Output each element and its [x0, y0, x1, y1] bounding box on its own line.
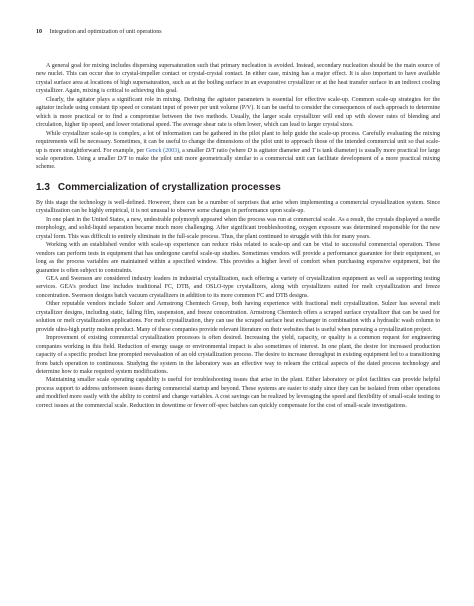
p3-text-a: While crystallizer scale-up is complex, a lot of information can be gathered in the pilot plant to help guide the scale-up process. Carefully evaluating the mixing requirements will be necessary. Sometimes, it can be useful to change the dimensions of the pilot unit to approach those of the intended commercial unit so that scale-up is more straightforward. For example, per: [36, 130, 440, 154]
p3-var-t: T: [311, 147, 316, 154]
paragraph-p6: Working with an established vendor with scale-up experience can reduce risks related to scale-up and can be vital to successful commercial operation. These vendors can perform tests in equipment that has undergone careful scale-up studies. Sometimes vendors will provide a performance guarantee for their equipment, so long as the process variables are maintained within a specified window. This provides a higher level of comfort when purchasing expensive equipment, but the guarantee is often subject to constraints.: [36, 242, 440, 274]
p3-text-c: ratio (where: [215, 147, 248, 154]
running-header: [36, 28, 162, 36]
paragraph-p7: GEA and Swenson are considered industry leaders in industrial crystallization, each offering a variety of crystallization equipment as well as supporting testing services. GEA’s product line includes traditional FC, DTB, and OSLO-type crystallizers, along with crystallizers suited for melt crystallization and freeze concentration. Swenson designs batch vacuum crystallizers in addition to its more common FC and DTB designs.: [36, 275, 440, 299]
p3-ratio-b: D/T: [117, 155, 127, 162]
paragraph-p3: [36, 130, 440, 172]
page-number: 10: [36, 29, 42, 35]
paragraph-p1: A general goal for mixing includes dispersing supersaturation such that primary nucleation is avoided. Instead, secondary nucleation should be the main source of new nuclei. This can occur due to crystal-impeller contact or crystal-crystal contact. In either case, mixing has a major effect. It is also important to have available crystal surface area at locations of high supersaturation, such as at the boiling surface in an evaporative crystallizer or at the heat transfer surface in an indirect cooling crystallizer. Again, mixing is critical to achieving this goal.: [36, 63, 440, 95]
paragraph-p2: Clearly, the agitator plays a significant role in mixing. Defining the agitator parameters is essential for effective scale-up. Common scale-up strategies for the agitator include using constant tip speed or constant input of power per unit volume (P/V). It can be useful to consider the consequences of each approach to determine which is more practical or to find a compromise between the two methods. Usually, the larger scale crystallizer will end up with slower rates of blending and circulation, higher tip speed, and lower rotational speed. The average shear rate is often lower, which can lead to larger crystal sizes.: [36, 96, 440, 129]
paragraph-p8: Other reputable vendors include Sulzer and Armstrong Chemtech Group, both having experience with fractional melt crystallization. Sulzer has several melt crystallizer designs, including static, falling film, suspension, and freeze concentration. Armstrong Chemtech offers a scraped surface crystallizer that can be used for solution or melt crystallization applications. For melt crystallization, they can use the scraped surface heat exchanger in combination with a hydraulic wash column to provide ultra-high purity molten product. Many of these companies provide relevant literature on their websites that is useful when pursuing a crystallization project.: [36, 301, 440, 333]
paragraph-p9: Improvement of existing commercial crystallization processes is often desired. Increasing the yield, capacity, or quality is a common request for engineering companies working in this field. Reduction of energy usage or environmental impact is also sometimes of interest. In one plant, the desire for increased production capacity of a specific product line prompted reevaluation of an old crystallization process. The desire to increase throughput in existing equipment led to a transitioning from batch operation to continuous. Studying the system in the laboratory was an effective way to relearn the critical aspects of the dated process technology and determine how to make required system modifications.: [36, 335, 440, 375]
section-title: Commercialization of crystallization processes: [57, 181, 281, 193]
section-heading: [36, 181, 440, 194]
p3-text-e: is tank diameter) is usually more practical for large scale operation. Using a smaller: [36, 147, 441, 162]
p3-text-b: , a smaller: [179, 147, 206, 154]
paragraph-p10: Maintaining smaller scale operating capability is useful for troubleshooting issues that arise in the plant. Either laboratory or pilot facilities can provide helpful process support to address unforeseen issues during commercial startup and beyond. These systems are easier to study since they can be isolated from other operations and modified more easily with the ability to control and change variables. A cost savings can be realized by leveraging the speed and flexibility of small-scale testing to correct issues at the commercial scale. Reduction in downtime or fewer off-spec batches can quickly compensate for the cost of small-scale investigations.: [36, 377, 440, 409]
paragraph-p5: In one plant in the United States, a new, undesirable polymorph appeared when the process was run at commercial scale. As a result, the crystals displayed a needle morphology, and solid-liquid separation became much more challenging. After significant troubleshooting, oxygen exposure was determined responsible for the new crystal form. This was difficult to entirely eliminate in the full-scale process. Thus, the plant continued to struggle with this for many years.: [36, 216, 440, 240]
p3-ratio-a: D/T: [205, 147, 216, 154]
citation-link[interactable]: Genck (2003): [145, 147, 180, 154]
body-text: [36, 62, 440, 410]
p3-text-d: is agitator diameter and: [251, 147, 312, 154]
section-number: 1.3: [36, 181, 50, 193]
p3-text-f: to make the pilot unit more geometrically similar to a commercial unit can facilitate development of a more practical mixing scheme.: [36, 155, 440, 171]
paragraph-p4: By this stage the technology is well-defined. However, there can be a number of surprises that arise when implementing a commercial crystallization system. Since crystallization can be highly empirical, it is not unusual to observe some changes in performance upon scale-up.: [36, 199, 440, 215]
p3-var-d: D: [247, 147, 252, 154]
running-title: Integration and optimization of unit operations: [49, 29, 162, 35]
